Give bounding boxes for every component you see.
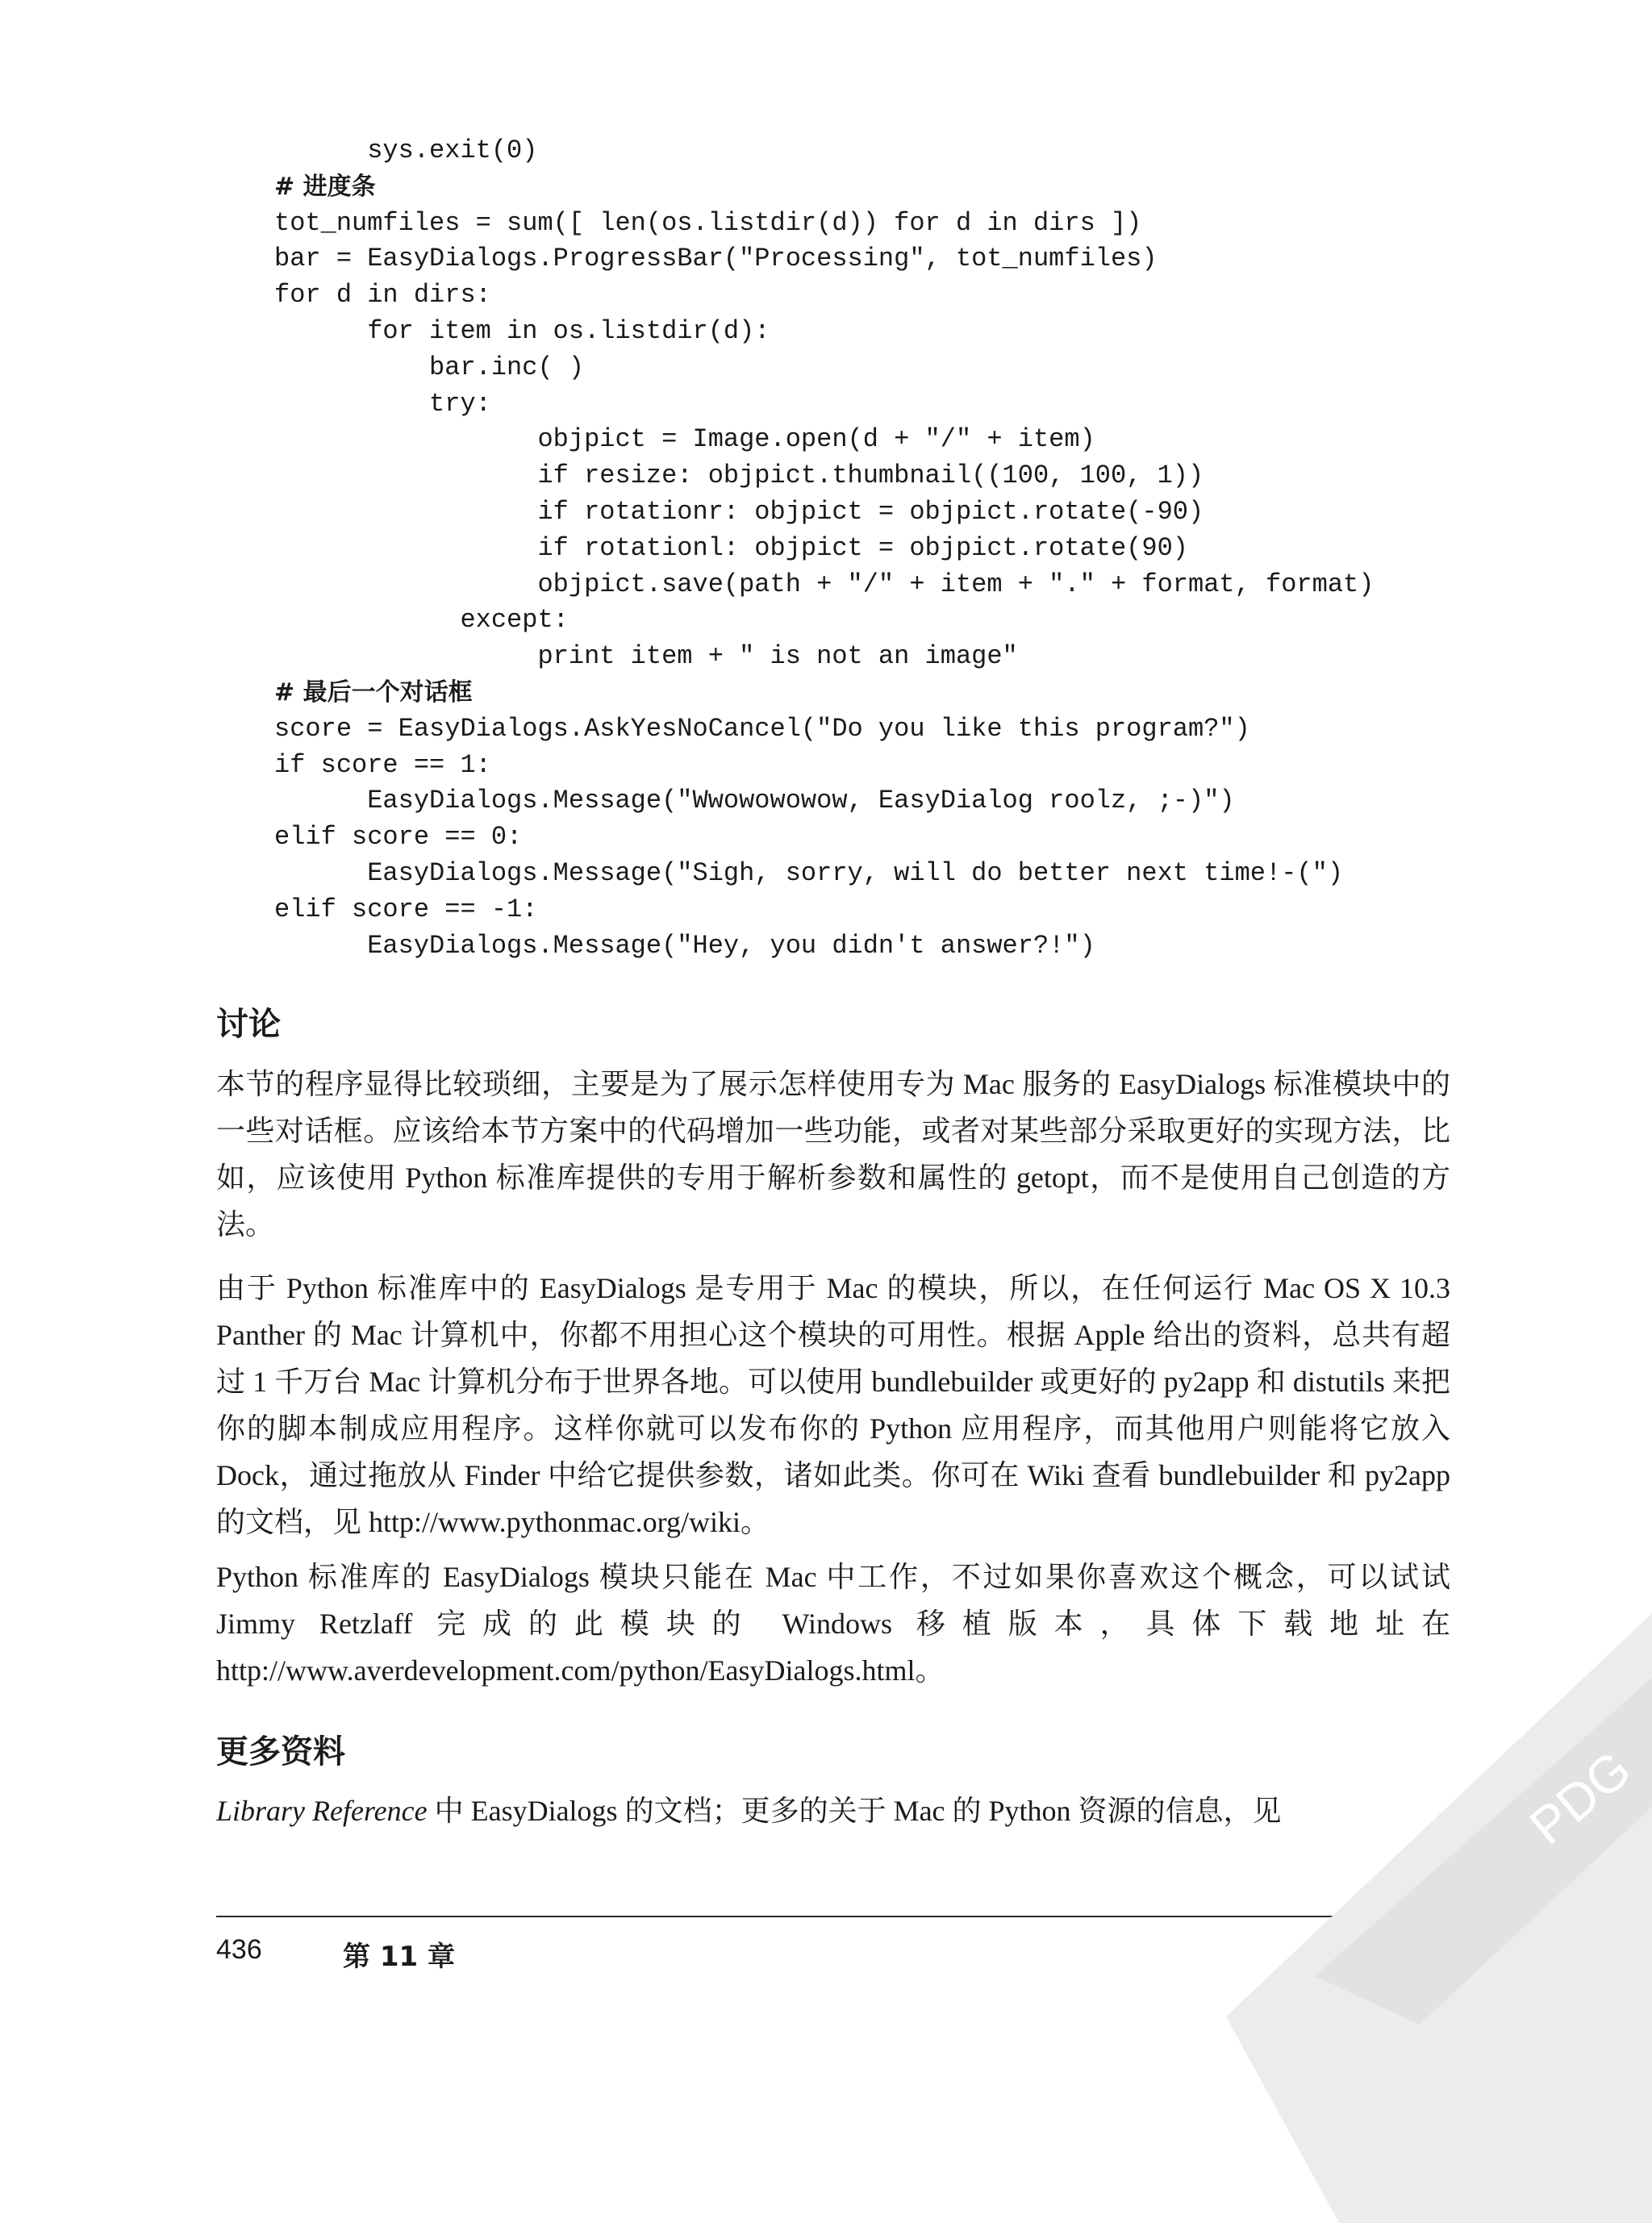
discussion-paragraph-3: Python 标准库的 EasyDialogs 模块只能在 Mac 中工作，不过如果你喜欢这个概念，可以试试 Jimmy Retzlaff 完成的此模块的 Windows 移植版本，具体下载地址在 http://www.averdevelopment.com/python/EasyDialogs.html。 <box>216 1561 1450 1687</box>
see-also-heading: 更多资料 <box>216 1733 345 1770</box>
code-line: for d in dirs: <box>274 280 491 311</box>
code-line: bar.inc( ) <box>274 352 585 382</box>
book-title-italic: Library Reference <box>216 1795 428 1827</box>
code-line: bar = EasyDialogs.ProgressBar("Processing", tot_numfiles) <box>274 244 1158 274</box>
page-number: 436 <box>216 1934 262 1965</box>
chapter-label: 第 11 章 <box>343 1941 455 1973</box>
discussion-heading: 讨论 <box>216 1006 281 1043</box>
code-line: EasyDialogs.Message("Sigh, sorry, will do better next time!-(") <box>274 857 1344 888</box>
code-line: EasyDialogs.Message("Hey, you didn't answer?!") <box>274 930 1095 961</box>
code-comment: # 最后一个对话框 <box>274 678 473 707</box>
code-line: for item in os.listdir(d): <box>274 315 770 346</box>
code-listing <box>274 133 1374 964</box>
code-line: objpict = Image.open(d + "/" + item) <box>274 424 1095 455</box>
see-also-text: 中 EasyDialogs 的文档；更多的关于 Mac 的 Python 资源的信息，见 <box>427 1795 1282 1827</box>
discussion-paragraph-1: 本节的程序显得比较琐细，主要是为了展示怎样使用专为 Mac 服务的 EasyDialogs 标准模块中的一些对话框。应该给本节方案中的代码增加一些功能，或者对某些部分采取更好的实现方法，比如，应该使用 Python 标准库提供的专用于解析参数和属性的 getopt，而不是使用自己创造的方法。 <box>216 1068 1450 1241</box>
code-line: objpict.save(path + "/" + item + "." + format, format) <box>274 569 1375 599</box>
watermark-text: PDG <box>1518 1739 1642 1856</box>
code-line: sys.exit(0) <box>274 136 538 165</box>
code-line: except: <box>274 605 569 636</box>
code-line: if score == 1: <box>274 749 491 780</box>
code-line: tot_numfiles = sum([ len(os.listdir(d)) for d in dirs ]) <box>274 207 1142 238</box>
discussion-paragraph-2: 由于 Python 标准库中的 EasyDialogs 是专用于 Mac 的模块，所以，在任何运行 Mac OS X 10.3 Panther 的 Mac 计算机中，你都不用担心这个模块的可用性。根据 Apple 给出的资料，总共有超过 1 千万台 Mac 计算机分布于世界各地。可以使用 bundlebuilder 或更好的 py2app 和 distutils 来把你的脚本制成应用程序。这样你就可以发布你的 Python 应用程序，而其他用户则能将它放入 Dock，通过拖放从 Finder 中给它提供参数，诸如此类。你可在 Wiki 查看 bundlebuilder 和 py2app 的文档，见 http://www.pythonmac.org/wiki。 <box>216 1272 1450 1538</box>
code-line: elif score == 0: <box>274 822 523 853</box>
code-line: if rotationl: objpict = objpict.rotate(90) <box>274 532 1188 563</box>
code-line: if rotationr: objpict = objpict.rotate(-90) <box>274 496 1204 527</box>
code-line: EasyDialogs.Message("Wwowowowow, EasyDialog roolz, ;-)") <box>274 786 1235 816</box>
code-line: try: <box>274 388 491 419</box>
code-line: if resize: objpict.thumbnail((100, 100, 1)) <box>274 461 1204 491</box>
code-line: score = EasyDialogs.AskYesNoCancel("Do you like this program?") <box>274 713 1250 744</box>
pdg-watermark <box>1129 1500 1652 2223</box>
code-line: elif score == -1: <box>274 894 538 924</box>
code-line: print item + " is not an image" <box>274 641 1018 672</box>
code-comment: # 进度条 <box>274 172 376 201</box>
